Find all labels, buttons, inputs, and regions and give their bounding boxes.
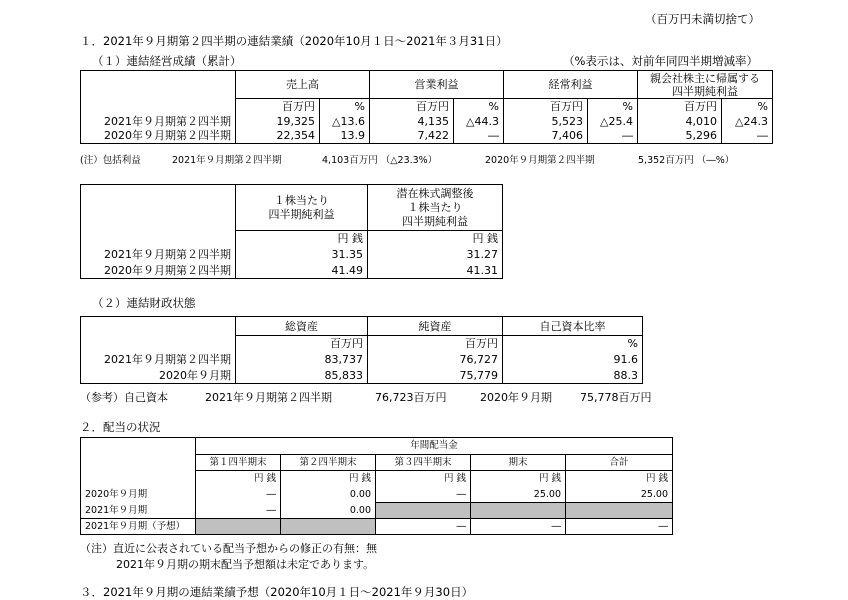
cell: 91.6	[503, 352, 643, 368]
financial-header-ratio: 自己資本比率	[503, 317, 643, 336]
cell: 75,779	[368, 368, 503, 384]
unit-million: 百万円	[368, 336, 503, 352]
equity-ref-label: （参考）自己資本	[80, 391, 168, 404]
cell: 13.9	[320, 129, 370, 144]
eps-line2: 四半期純利益	[268, 207, 335, 221]
row-label: 2021年９月期（予想）	[81, 519, 196, 535]
cell: 31.35	[236, 247, 368, 263]
cell: 76,727	[368, 352, 503, 368]
gray-cell	[566, 503, 673, 519]
cell: 4,135	[370, 114, 454, 129]
cell: ―	[454, 129, 504, 144]
section3-title: ３．2021年９月期の連結業績予想（2020年10月１日～2021年９月30日）	[80, 585, 474, 599]
cell: 41.31	[368, 263, 503, 279]
financial-header-net: 純資産	[368, 317, 503, 336]
unit-million: 百万円	[504, 99, 588, 114]
gray-cell	[376, 503, 471, 519]
unit-million: 百万円	[638, 99, 722, 114]
comprehensive-label: (注）包括利益	[80, 155, 141, 166]
diluted-line1: 潜在株式調整後	[396, 186, 474, 200]
dividends-header-q2: 第２四半期末	[281, 455, 376, 471]
cell: 7,406	[504, 129, 588, 144]
equity-ref-prev-period: 2020年９月期	[480, 391, 552, 404]
unit-yen-sen: 円 銭	[368, 231, 503, 247]
table-row	[81, 247, 503, 263]
equity-ref-cur-value: 76,723百万円	[375, 391, 447, 404]
cell: 0.00	[281, 503, 376, 519]
unit-million: 百万円	[370, 99, 454, 114]
cell: ―	[588, 129, 638, 144]
cell: 83,737	[236, 352, 368, 368]
unit-yen-sen: 円 銭	[196, 471, 281, 487]
cell: ―	[196, 487, 281, 503]
cell: 22,354	[236, 129, 320, 144]
per-share-header-eps	[236, 185, 368, 231]
results-header-net-line2: 四半期純利益	[672, 85, 738, 98]
table-row	[81, 503, 673, 519]
table-row	[81, 368, 643, 384]
unit-million: 百万円	[236, 336, 368, 352]
section1-subtitle: （１）連結経営成績（累計）	[92, 54, 242, 68]
dividend-note2: 2021年９月期の期末配当予想額は未定であります。	[116, 558, 375, 571]
dividends-unit-blank	[81, 471, 196, 487]
cell: 41.49	[236, 263, 368, 279]
unit-pct: %	[503, 336, 643, 352]
results-header-ordinary: 経常利益	[504, 71, 638, 99]
results-header-sales: 売上高	[236, 71, 370, 99]
cell: △13.6	[320, 114, 370, 129]
row-label: 2020年９月期第２四半期	[81, 129, 236, 144]
gray-cell	[196, 519, 281, 535]
comprehensive-cur-value: 4,103百万円 （△23.3%）	[322, 155, 438, 166]
dividends-corner	[81, 438, 196, 471]
per-share-corner	[81, 185, 236, 231]
section1-subtitle2: （２）連結財政状態	[92, 296, 196, 310]
cell: 5,523	[504, 114, 588, 129]
gray-cell	[281, 519, 376, 535]
unit-pct: %	[454, 99, 504, 114]
unit-note: （百万円未満切捨て）	[645, 12, 760, 26]
results-header-net	[638, 71, 773, 99]
cell: △25.4	[588, 114, 638, 129]
comprehensive-prev-value: 5,352百万円 （―%）	[638, 155, 735, 166]
row-label: 2021年９月期第２四半期	[81, 352, 236, 368]
cell: 4,010	[638, 114, 722, 129]
gray-cell	[471, 503, 566, 519]
row-label: 2021年９月期	[81, 503, 196, 519]
unit-yen-sen: 円 銭	[236, 231, 368, 247]
cell: 25.00	[566, 487, 673, 503]
per-share-table	[80, 184, 503, 279]
cell: ―	[196, 503, 281, 519]
unit-pct: %	[588, 99, 638, 114]
dividends-table	[80, 437, 673, 535]
table-row	[81, 263, 503, 279]
diluted-line3: 四半期純利益	[402, 214, 468, 228]
per-share-header-diluted	[368, 185, 503, 231]
table-row	[81, 487, 673, 503]
cell: 5,296	[638, 129, 722, 144]
financial-table	[80, 316, 643, 384]
diluted-line2: １株当たり	[407, 200, 463, 214]
results-header-operating: 営業利益	[370, 71, 504, 99]
row-label: 2020年９月期第２四半期	[81, 263, 236, 279]
table-row	[81, 114, 773, 129]
comprehensive-cur-period: 2021年９月期第２四半期	[172, 155, 282, 166]
dividend-note1: （注）直近に公表されている配当予想からの修正の有無：無	[80, 542, 377, 555]
pct-note: （%表示は、対前年同四半期増減率）	[563, 54, 758, 68]
cell: ―	[722, 129, 773, 144]
section1-title: １．2021年９月期第２四半期の連結業績（2020年10月１日～2021年３月31日）	[80, 34, 508, 48]
unit-yen-sen: 円 銭	[281, 471, 376, 487]
comprehensive-prev-period: 2020年９月期第２四半期	[485, 155, 595, 166]
unit-yen-sen: 円 銭	[471, 471, 566, 487]
financial-corner	[81, 317, 236, 336]
cell: △44.3	[454, 114, 504, 129]
results-unit-blank	[81, 99, 236, 114]
dividends-header-year-end: 期末	[471, 455, 566, 471]
dividends-group-header: 年間配当金	[196, 438, 673, 455]
cell: ―	[471, 519, 566, 535]
dividends-header-total: 合計	[566, 455, 673, 471]
row-label: 2021年９月期第２四半期	[81, 114, 236, 129]
financial-unit-blank	[81, 336, 236, 352]
row-label: 2020年９月期	[81, 368, 236, 384]
table-row	[81, 519, 673, 535]
equity-ref-cur-period: 2021年９月期第２四半期	[205, 391, 332, 404]
cell: 85,833	[236, 368, 368, 384]
cell: △24.3	[722, 114, 773, 129]
unit-pct: %	[320, 99, 370, 114]
row-label: 2021年９月期第２四半期	[81, 247, 236, 263]
eps-line1: １株当たり	[274, 193, 329, 207]
section2-title: ２．配当の状況	[80, 420, 161, 434]
unit-yen-sen: 円 銭	[376, 471, 471, 487]
table-row	[81, 352, 643, 368]
equity-ref-prev-value: 75,778百万円	[580, 391, 652, 404]
financial-header-assets: 総資産	[236, 317, 368, 336]
per-share-unit-blank	[81, 231, 236, 247]
cell: ―	[376, 487, 471, 503]
results-header-net-line1: 親会社株主に帰属する	[650, 72, 760, 85]
cell: 0.00	[281, 487, 376, 503]
table-row	[81, 129, 773, 144]
cell: 31.27	[368, 247, 503, 263]
unit-million: 百万円	[236, 99, 320, 114]
cell: 19,325	[236, 114, 320, 129]
unit-yen-sen: 円 銭	[566, 471, 673, 487]
dividends-header-q3: 第３四半期末	[376, 455, 471, 471]
dividends-header-q1: 第１四半期末	[196, 455, 281, 471]
results-corner	[81, 71, 236, 99]
cell: 7,422	[370, 129, 454, 144]
unit-pct: %	[722, 99, 773, 114]
cell: ―	[566, 519, 673, 535]
row-label: 2020年９月期	[81, 487, 196, 503]
cell: 88.3	[503, 368, 643, 384]
results-table	[80, 70, 773, 144]
cell: ―	[376, 519, 471, 535]
cell: 25.00	[471, 487, 566, 503]
